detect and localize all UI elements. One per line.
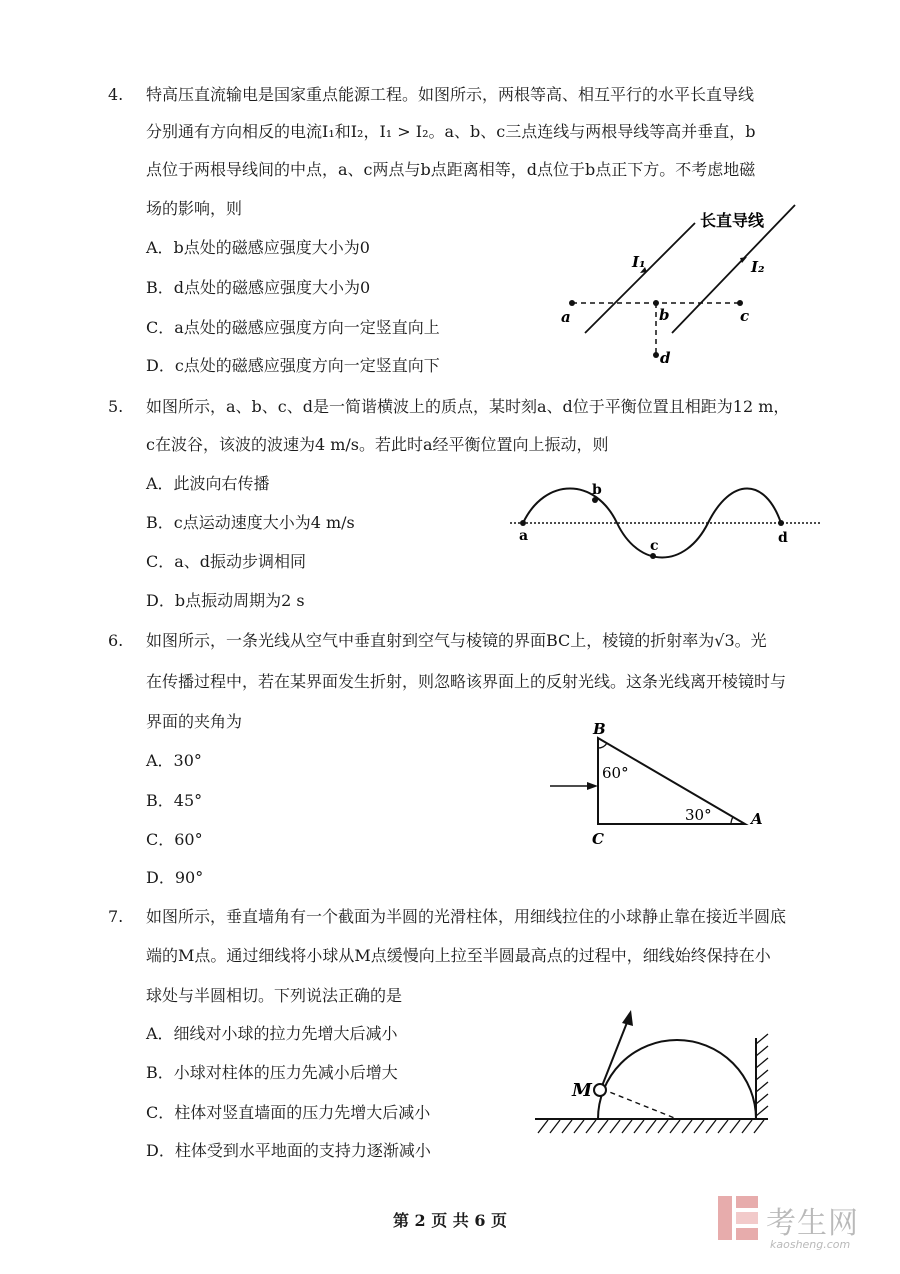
- q7-line-3: 球处与半圆相切。下列说法正确的是: [146, 986, 403, 1005]
- q6-line-2: 在传播过程中，若在某界面发生折射，则忽略该界面上的反射光线。这条光线离开棱镜时与: [146, 672, 787, 691]
- label-a: a: [519, 528, 529, 544]
- q5-option-d[interactable]: D．b点振动周期为2 s: [146, 591, 305, 610]
- label-d: d: [660, 349, 671, 367]
- vertex-b: B: [593, 720, 606, 738]
- wall-hatching: [756, 1034, 768, 1116]
- q5-option-c[interactable]: C．a、d振动步调相同: [146, 552, 307, 571]
- q6-option-d[interactable]: D．90°: [146, 868, 204, 887]
- q7-option-c[interactable]: C．柱体对竖直墙面的压力先增大后减小: [146, 1103, 431, 1122]
- q7-figure: [530, 1000, 780, 1140]
- label-i1: I₁: [632, 253, 646, 271]
- semicircle-body: [598, 1040, 756, 1119]
- q4-option-c[interactable]: C．a点处的磁感应强度方向一定竖直向上: [146, 318, 440, 337]
- q4-line-4: 场的影响，则: [146, 199, 243, 218]
- angle-b-label: 60°: [602, 764, 629, 782]
- watermark-url: kaosheng.com: [770, 1238, 851, 1251]
- vertex-c: C: [592, 830, 604, 848]
- label-d: d: [778, 530, 788, 546]
- ground-hatching: [538, 1120, 764, 1133]
- q4-number: 4.: [108, 85, 124, 104]
- q4-option-b[interactable]: B．d点处的磁感应强度大小为0: [146, 278, 371, 297]
- q7-number: 7.: [108, 907, 124, 926]
- angle-a-label: 30°: [685, 806, 712, 824]
- q4-option-a[interactable]: A．b点处的磁感应强度大小为0: [146, 238, 370, 257]
- q6-option-c[interactable]: C．60°: [146, 830, 203, 849]
- radius-dashed-line: [602, 1089, 677, 1119]
- q6-line-3: 界面的夹角为: [146, 712, 243, 731]
- q7-option-a[interactable]: A．细线对小球的拉力先增大后减小: [146, 1024, 398, 1043]
- angle-a-arc: [731, 817, 733, 824]
- q6-option-a[interactable]: A．30°: [146, 751, 202, 770]
- q5-figure: [505, 478, 830, 568]
- label-c: c: [650, 538, 659, 554]
- point-d: [778, 520, 784, 526]
- q7-line-2: 端的M点。通过细线将小球从M点缓慢向上拉至半圆最高点的过程中，细线始终保持在小: [146, 946, 771, 965]
- q4-line-1: 特高压直流输电是国家重点能源工程。如图所示，两根等高、相互平行的水平长直导线: [146, 85, 755, 104]
- thread-arrow-icon: [622, 1010, 633, 1026]
- ball: [594, 1084, 606, 1096]
- q4-figure: [550, 195, 820, 375]
- q6-figure: [545, 718, 775, 853]
- point-a: [520, 520, 526, 526]
- point-c: [737, 300, 743, 306]
- q5-option-b[interactable]: B．c点运动速度大小为4 m/s: [146, 513, 355, 532]
- label-b: b: [592, 482, 602, 498]
- q7-option-b[interactable]: B．小球对柱体的压力先减小后增大: [146, 1063, 398, 1082]
- vertex-a: A: [751, 810, 763, 828]
- wire-1: [585, 223, 695, 333]
- label-c: c: [740, 307, 750, 325]
- label-i2: I₂: [751, 258, 765, 276]
- point-a: [569, 300, 575, 306]
- q5-line-2: c在波谷，该波的波速为4 m/s。若此时a经平衡位置向上振动，则: [146, 435, 609, 454]
- watermark-text: 考生网: [766, 1206, 859, 1241]
- q5-option-a[interactable]: A．此波向右传播: [146, 474, 270, 493]
- wire-label: 长直导线: [700, 211, 765, 230]
- q6-line-1: 如图所示，一条光线从空气中垂直射到空气与棱镜的界面BC上，棱镜的折射率为√3。光: [146, 631, 767, 650]
- ray-arrow-icon: [587, 782, 598, 790]
- q4-line-3: 点位于两根导线间的中点，a、c两点与b点距离相等，d点位于b点正下方。不考虑地磁: [146, 160, 756, 179]
- point-d: [653, 352, 659, 358]
- q6-number: 6.: [108, 631, 124, 650]
- label-b: b: [659, 306, 670, 324]
- q6-option-b[interactable]: B．45°: [146, 791, 203, 810]
- label-a: a: [561, 308, 571, 326]
- thread-line: [602, 1020, 628, 1086]
- q4-option-d[interactable]: D．c点处的磁感应强度方向一定竖直向下: [146, 356, 440, 375]
- q5-line-1: 如图所示，a、b、c、d是一简谐横波上的质点，某时刻a、d位于平衡位置且相距为12 m，: [146, 397, 790, 416]
- angle-b-arc: [598, 743, 607, 748]
- q7-option-d[interactable]: D．柱体受到水平地面的支持力逐渐减小: [146, 1141, 431, 1160]
- q5-number: 5.: [108, 397, 124, 416]
- page-footer: 第 2 页 共 6 页: [392, 1211, 508, 1230]
- label-m: M: [572, 1080, 592, 1101]
- q7-line-1: 如图所示，垂直墙角有一个截面为半圆的光滑柱体，用细线拉住的小球静止靠在接近半圆底: [146, 907, 787, 926]
- q4-line-2: 分别通有方向相反的电流I₁和I₂，I₁ > I₂。a、b、c三点连线与两根导线等高并垂直，b: [146, 122, 756, 141]
